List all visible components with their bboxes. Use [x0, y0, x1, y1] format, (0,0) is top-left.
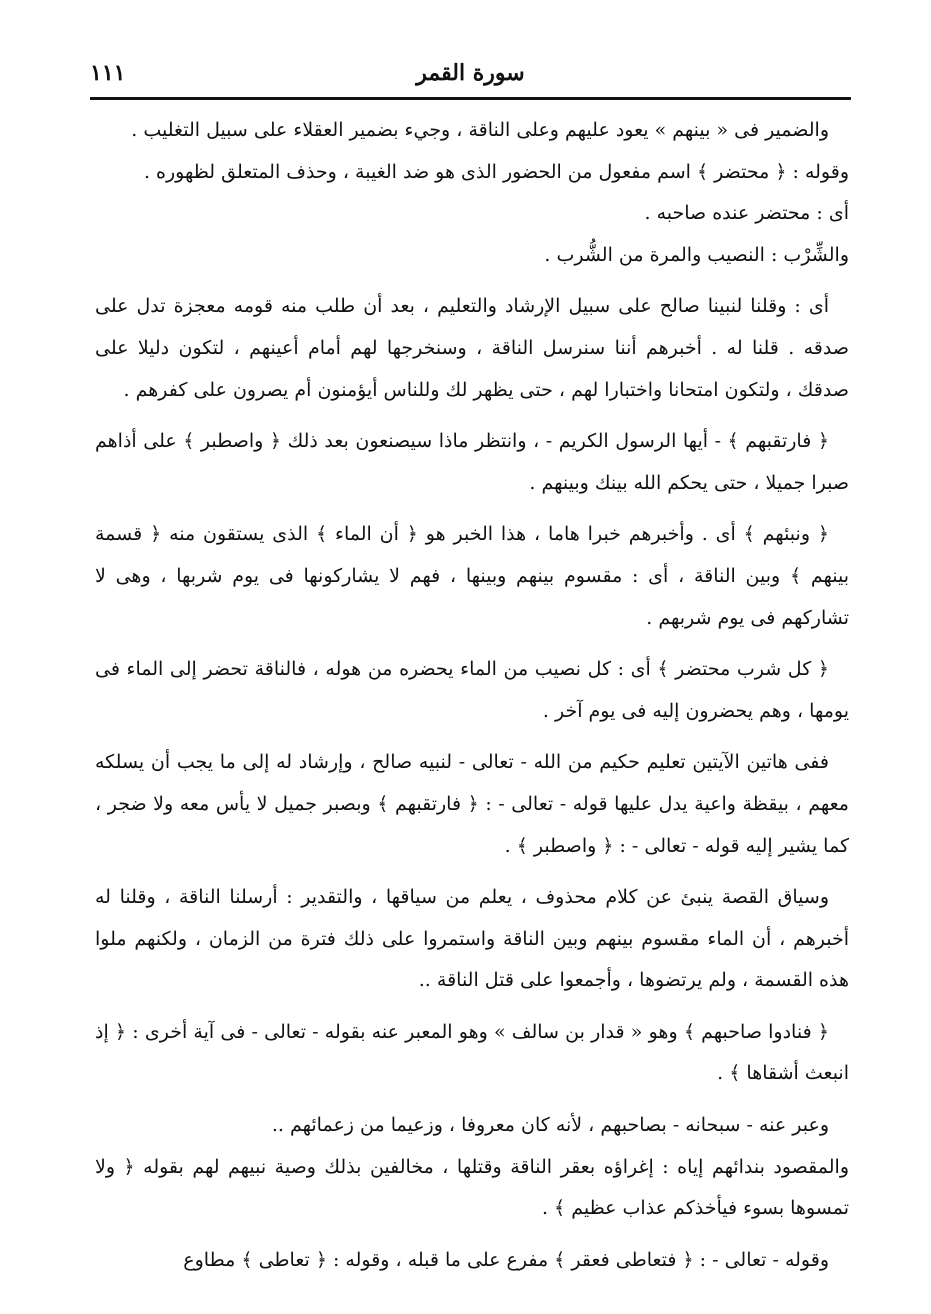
- paragraph-sahibuhum: وعبر عنه - سبحانه - بصاحبهم ، لأنه كان معروفا ، وزعيما من زعمائهم ..: [271, 1114, 829, 1137]
- paragraph-fanadaw: ﴿ فنادوا صاحبهم ﴾ وهو « قدار بن سالف » وهو المعبر عنه بقوله - تعالى - فى آية أخرى : ﴿ إذ انبعث أشقاها ﴾ .: [95, 1020, 849, 1085]
- paragraph-shirb: والشِّرْب : النصيب والمرة من الشُّرب .: [544, 243, 849, 266]
- paragraph-nida: والمقصود بندائهم إياه : إغراؤه بعقر الناقة وقتلها ، مخالفين بذلك وصية نبيهم لهم بقوله ﴿ ولا تمسوها بسوء فيأخذكم عذاب عظيم ﴾ .: [95, 1155, 849, 1220]
- paragraph-nabbi-hum: ﴿ ونبئهم ﴾ أى . وأخبرهم خبرا هاما ، هذا الخبر هو ﴿ أن الماء ﴾ الذى يستقون منه ﴿ قسمة بينهم ﴾ وبين الناقة ، أى : مقسوم بينهم وبينها ، فهم لا يشاركونها فى يوم شربها ، وهى لا تشاركهم فى يوم شربهم .: [95, 523, 849, 629]
- surah-title: سورة القمر: [416, 60, 525, 86]
- paragraph-story-context: وسياق القصة ينبئ عن كلام محذوف ، يعلم من سياقها ، والتقدير : أرسلنا الناقة ، وقلنا له أخبرهم ، أن الماء مقسوم بينهم وبين الناقة واستمروا على ذلك فترة من الزمان ، ولكنهم ملوا هذه القسمة ، ولم يرتضوها ، وأجمعوا على قتل الناقة ..: [95, 886, 849, 992]
- paragraph-explanation: أى : وقلنا لنبينا صالح على سبيل الإرشاد والتعليم ، بعد أن طلب منه قومه معجزة تدل على صدقه . قلنا له . أخبرهم أننا سنرسل الناقة ، وسنخرجها لهم أمام أعينهم ، لتكون دليلا على صدقك ، ولتكون امتحانا واختبارا لهم ، حتى يظهر لك وللناس أيؤمنون أم يصرون على كفرهم .: [95, 295, 849, 401]
- paragraph-muhtadar: وقوله : ﴿ محتضر ﴾ اسم مفعول من الحضور الذى هو ضد الغيبة ، وحذف المتعلق لظهوره .: [143, 160, 849, 183]
- paragraph-fataata: وقوله - تعالى - : ﴿ فتعاطى فعقر ﴾ مفرع على ما قبله ، وقوله : ﴿ تعاطى ﴾ مطاوع: [183, 1248, 829, 1271]
- paragraph-lesson: ففى هاتين الآيتين تعليم حكيم من الله - تعالى - لنبيه صالح ، وإرشاد له إلى ما يجب أن يسلكه معهم ، بيقظة واعية يدل عليها قوله - تعالى - : ﴿ فارتقبهم ﴾ وبصبر جميل لا يأس معه ولا ضجر ، كما يشير إليه قوله - تعالى - : ﴿ واصطبر ﴾ .: [95, 751, 849, 857]
- page-number: ١١١: [90, 60, 126, 86]
- page-header: [90, 52, 851, 98]
- paragraph-pronoun: والضمير فى « بينهم » يعود عليهم وعلى الناقة ، وجيء بضمير العقلاء على سبيل التغليب .: [131, 119, 829, 141]
- header-divider: [90, 97, 851, 100]
- page-body: [95, 110, 849, 1281]
- paragraph-kull-shirb: ﴿ كل شرب محتضر ﴾ أى : كل نصيب من الماء يحضره من هوله ، فالناقة تحضر إلى الماء فى يومها ، وهم يحضرون إليه فى يوم آخر .: [95, 658, 849, 722]
- paragraph-fartaqibhum: ﴿ فارتقبهم ﴾ - أيها الرسول الكريم - ، وانتظر ماذا سيصنعون بعد ذلك ﴿ واصطبر ﴾ على أذاهم صبرا جميلا ، حتى يحكم الله بينك وبينهم .: [95, 430, 849, 494]
- paragraph-muhtadar-meaning: أى : محتضر عنده صاحبه .: [644, 202, 849, 225]
